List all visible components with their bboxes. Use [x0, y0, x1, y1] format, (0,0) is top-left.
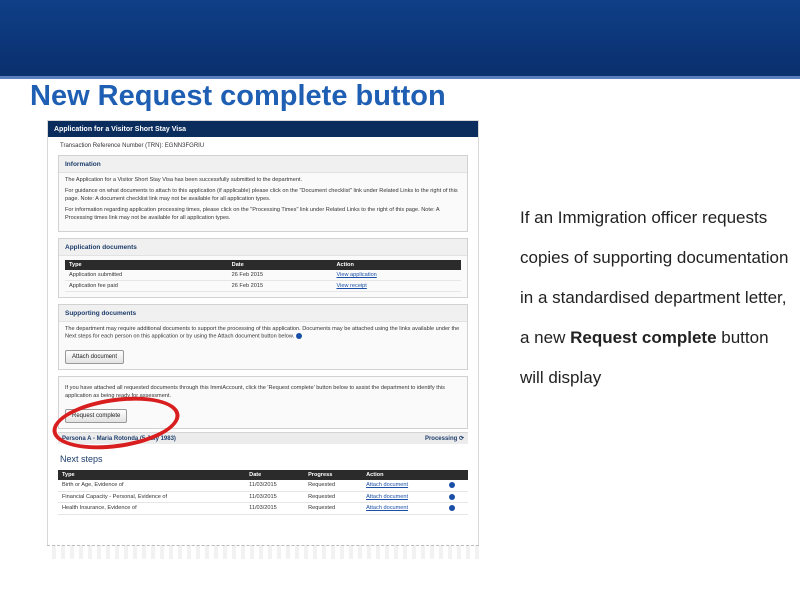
table-row: [58, 503, 468, 514]
step-date: 11/03/2015: [245, 491, 304, 502]
step-type: Birth or Age, Evidence of: [58, 480, 245, 491]
step-progress: Requested: [304, 491, 362, 502]
screenshot-header: Application for a Visitor Short Stay Visa: [48, 121, 478, 137]
info-icon[interactable]: [449, 482, 455, 488]
description-end: button will display: [520, 328, 769, 387]
description-bold: Request complete: [570, 328, 717, 347]
column-header-type: Type: [65, 260, 228, 270]
view-application-link[interactable]: View application: [332, 270, 461, 281]
row-date: 26 Feb 2015: [228, 281, 333, 292]
next-steps-table: [58, 470, 468, 514]
application-documents-table: [65, 260, 461, 292]
column-header-date: Date: [245, 470, 304, 480]
description-text: If an Immigration officer requests copies of supporting documentation in a standardised department letter, a new: [520, 208, 789, 347]
request-complete-button[interactable]: Request complete: [65, 409, 127, 423]
row-type: Application fee paid: [65, 281, 228, 292]
step-type: Health Insurance, Evidence of: [58, 503, 245, 514]
next-steps-title: Next steps: [60, 454, 103, 465]
row-date: 26 Feb 2015: [228, 270, 333, 281]
information-text-2: For guidance on what documents to attach to this application (if applicable) please click on the "Document checklist" link under Related Links to the right of this page. Note: A document checklist link may not be available for all application types.: [65, 188, 458, 202]
application-screenshot: [47, 120, 479, 552]
column-header-action: Action: [362, 470, 445, 480]
supporting-documents-copy: The department may require additional documents to support the processing of this application. Documents may be attached using the links available under the Next steps for each person on this application or by using the Attach document button below.: [65, 326, 460, 340]
step-date: 11/03/2015: [245, 503, 304, 514]
view-receipt-link[interactable]: View receipt: [332, 281, 461, 292]
information-panel: [58, 155, 468, 232]
supporting-documents-title: Supporting documents: [59, 305, 467, 322]
info-icon[interactable]: [449, 505, 455, 511]
torn-edge: [47, 545, 479, 559]
table-row: [65, 270, 461, 281]
request-complete-text: If you have attached all requested documents through this ImmiAccount, click the 'Request complete' button below to assist the department to identify this application as being ready for assessment.: [65, 385, 445, 399]
slide-title: New Request complete button: [30, 80, 446, 112]
information-title: Information: [59, 156, 467, 173]
attach-document-link[interactable]: Attach document: [362, 491, 445, 502]
trn-line: Transaction Reference Number (TRN): EGNN3FGRIU: [60, 143, 205, 149]
person-name: Persona A - Maria Rotonda (5 July 1983): [62, 435, 176, 442]
table-row: [65, 281, 461, 292]
column-header-info: [445, 470, 468, 480]
slide-description: [520, 198, 790, 398]
step-progress: Requested: [304, 480, 362, 491]
info-icon[interactable]: [296, 333, 302, 339]
row-type: Application submitted: [65, 270, 228, 281]
step-progress: Requested: [304, 503, 362, 514]
attach-document-button[interactable]: Attach document: [65, 350, 124, 364]
processing-status: Processing ⟳: [424, 436, 464, 443]
info-icon[interactable]: [449, 494, 455, 500]
column-header-action: Action: [332, 260, 461, 270]
banner-stripe: [0, 76, 800, 79]
information-text-3: For information regarding application processing times, please click on the "Processing Times" link under Related Links to the right of this page. Note: A Processing times link may not be available for all application types.: [65, 207, 440, 221]
column-header-type: Type: [58, 470, 245, 480]
table-row: [58, 491, 468, 502]
application-documents-title: Application documents: [59, 239, 467, 256]
column-header-progress: Progress: [304, 470, 362, 480]
application-documents-panel: [58, 238, 468, 298]
header-banner: [0, 0, 800, 78]
supporting-documents-text: [65, 326, 461, 341]
step-type: Financial Capacity - Personal, Evidence of: [58, 491, 245, 502]
supporting-documents-panel: [58, 304, 468, 370]
attach-document-link[interactable]: Attach document: [362, 480, 445, 491]
information-text-1: The Application for a Visitor Short Stay Visa has been successfully submitted to the department.: [65, 177, 303, 183]
step-date: 11/03/2015: [245, 480, 304, 491]
attach-document-link[interactable]: Attach document: [362, 503, 445, 514]
column-header-date: Date: [228, 260, 333, 270]
table-row: [58, 480, 468, 491]
